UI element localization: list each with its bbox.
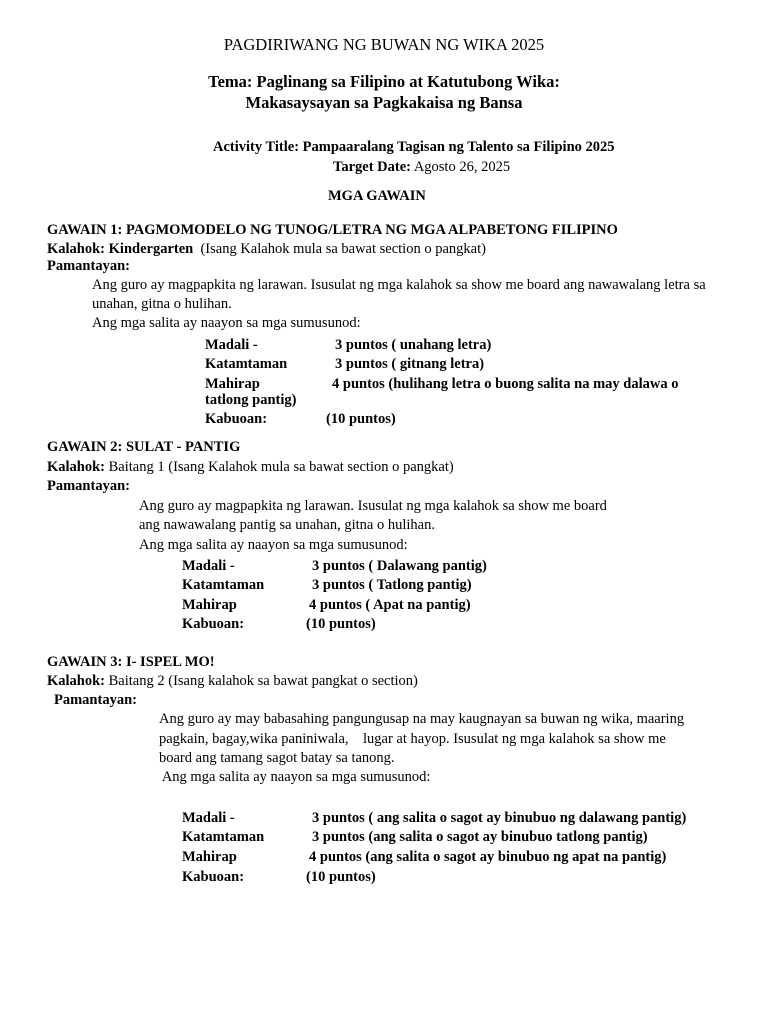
gawain3-kalahok (47, 672, 418, 692)
score-points: 3 puntos (ang salita o sagot ay binubuo tatlong pantig) (312, 829, 648, 845)
score-level: Madali - (182, 558, 235, 574)
document-title: PAGDIRIWANG NG BUWAN NG WIKA 2025 (223, 35, 545, 54)
score-points: (10 puntos) (306, 869, 376, 885)
score-points: 4 puntos (hulihang letra o buong salita na may dalawa o (332, 376, 679, 392)
score-points: 3 puntos ( unahang letra) (335, 337, 492, 353)
kalahok-note: (Isang Kalahok mula sa bawat section o pangkat) (200, 241, 486, 257)
gawain2-criteria-line-2: ang nawawalang pantig sa unahan, gitna o hulihan. (139, 517, 435, 533)
gawain1-pamantayan-label: Pamantayan: (47, 258, 130, 274)
score-points: 3 puntos ( Tatlong pantig) (312, 577, 472, 593)
target-date-label: Target Date: (333, 159, 411, 175)
section-heading: MGA GAWAIN (328, 188, 426, 204)
kalahok-label: Kalahok: (47, 673, 106, 689)
kalahok-note: Baitang 2 (Isang kalahok sa bawat pangkat o section) (108, 673, 418, 689)
gawain3-criteria-line-2: pagkain, bagay,wika paniniwala, lugar at hayop. Isusulat ng mga kalahok sa show me (159, 731, 666, 747)
gawain1-criteria-line-3: Ang mga salita ay naayon sa mga sumusunod: (92, 315, 361, 331)
gawain3-pamantayan-label: Pamantayan: (54, 692, 137, 708)
kalahok-note: Baitang 1 (Isang Kalahok mula sa bawat section o pangkat) (108, 459, 454, 475)
target-date-value: Agosto 26, 2025 (413, 159, 511, 175)
gawain1-criteria-line-1: Ang guro ay magpapkita ng larawan. Isusulat ng mga kalahok sa show me board ang nawawalang letra sa (92, 277, 706, 293)
score-level: Madali - (205, 337, 258, 353)
activity-title-label: Activity Title: (213, 139, 300, 155)
score-points: (10 puntos) (326, 411, 396, 427)
kalahok-level: Kindergarten (108, 241, 194, 257)
score-level: Kabuoan: (182, 616, 245, 632)
score-points: 3 puntos ( Dalawang pantig) (312, 558, 487, 574)
activity-title-value: Pampaaralang Tagisan ng Talento sa Filipino 2025 (302, 139, 615, 155)
score-level: Katamtaman (182, 577, 265, 593)
score-level: Kabuoan: (205, 411, 268, 427)
score-level: Mahirap (182, 849, 237, 865)
gawain2-kalahok (47, 458, 454, 478)
score-points: 3 puntos ( gitnang letra) (335, 356, 485, 372)
theme-line-1: Tema: Paglinang sa Filipino at Katutubong Wika: (208, 72, 560, 91)
gawain2-heading: GAWAIN 2: SULAT - PANTIG (47, 439, 241, 455)
gawain2-criteria-line-3: Ang mga salita ay naayon sa mga sumusunod: (139, 537, 408, 553)
theme-line-2: Makasaysayan sa Pagkakaisa ng Bansa (245, 93, 523, 112)
gawain3-heading: GAWAIN 3: I- ISPEL MO! (47, 654, 215, 670)
score-points: 4 puntos (ang salita o sagot ay binubuo ng apat na pantig) (309, 849, 667, 865)
score-level: Kabuoan: (182, 869, 245, 885)
score-level: Katamtaman (182, 829, 265, 845)
score-level: tatlong pantig) (205, 392, 297, 408)
score-level: Mahirap (205, 376, 260, 392)
score-points: 4 puntos ( Apat na pantig) (309, 597, 471, 613)
score-points: (10 puntos) (306, 616, 376, 632)
gawain1-criteria-line-2: unahan, gitna o hulihan. (92, 296, 232, 312)
score-level: Katamtaman (205, 356, 288, 372)
gawain2-criteria-line-1: Ang guro ay magpapkita ng larawan. Isusulat ng mga kalahok sa show me board (139, 498, 607, 514)
target-date (333, 158, 510, 178)
score-level: Mahirap (182, 597, 237, 613)
kalahok-label: Kalahok: (47, 459, 106, 475)
activity-title (213, 138, 615, 158)
kalahok-label: Kalahok: (47, 241, 106, 257)
score-points: 3 puntos ( ang salita o sagot ay binubuo ng dalawang pantig) (312, 810, 687, 826)
gawain3-criteria-line-1: Ang guro ay may babasahing pangungusap na may kaugnayan sa buwan ng wika, maaring (159, 711, 685, 727)
gawain3-criteria-line-3: board ang tamang sagot batay sa tanong. (159, 750, 395, 766)
score-level: Madali - (182, 810, 235, 826)
gawain2-pamantayan-label: Pamantayan: (47, 478, 130, 494)
gawain1-heading: GAWAIN 1: PAGMOMODELO NG TUNOG/LETRA NG MGA ALPABETONG FILIPINO (47, 222, 618, 238)
gawain3-criteria-line-4: Ang mga salita ay naayon sa mga sumusunod: (159, 769, 431, 785)
